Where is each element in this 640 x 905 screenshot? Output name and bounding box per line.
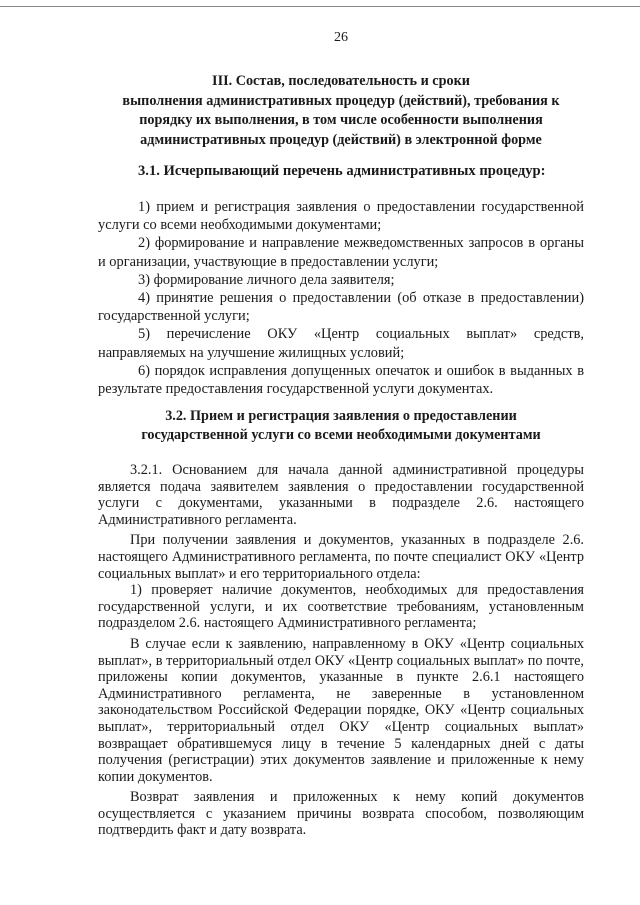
procedures-list — [98, 198, 584, 398]
procedure-item: 6) порядок исправления допущенных опечаток и ошибок в выданных в результате предоставления государственной услуги документах. — [98, 362, 584, 398]
procedure-item: 1) прием и регистрация заявления о предоставлении государственной услуги со всеми необходимыми документами; — [98, 199, 584, 234]
section-title-line: выполнения административных процедур (действий), требования к — [122, 92, 560, 109]
body-paragraph: Возврат заявления и приложенных к нему копий документов осуществляется с указанием причины возврата способом, позволяющим подтвердить факт и дату возврата. — [98, 789, 584, 839]
procedure-item: 5) перечисление ОКУ «Центр социальных выплат» средств, направляемых на улучшение жилищных условий; — [98, 326, 584, 361]
body-paragraph: При получении заявления и документов, указанных в подразделе 2.6. настоящего Административного регламента, по почте специалист ОКУ «Центр социальных выплат» и его территориального отдела: — [98, 532, 584, 582]
procedure-item: 2) формирование и направление межведомственных запросов в органы и организации, участвующие в предоставлении услуги; — [98, 235, 584, 270]
procedure-item: 4) принятие решения о предоставлении (об отказе в предоставлении) государственной услуги; — [98, 290, 584, 325]
section-title — [98, 72, 584, 150]
subsection-3-2-body — [98, 462, 584, 839]
page-number: 26 — [334, 30, 348, 45]
subsection-3-1-heading: 3.1. Исчерпывающий перечень административных процедур: — [138, 163, 546, 179]
subsection-3-2-heading — [98, 407, 584, 445]
section-title-line: III. Состав, последовательность и сроки — [212, 73, 470, 89]
section-title-line: порядку их выполнения, в том числе особенности выполнения — [139, 112, 543, 128]
body-paragraph: 3.2.1. Основанием для начала данной административной процедуры является подача заявителем заявления о предоставлении государственной услуги с документами, указанными в подразделе 2.6. настоящего Административного регламента. — [98, 462, 584, 528]
scan-edge-line — [0, 6, 640, 7]
section-title-line: административных процедур (действий) в электронной форме — [140, 131, 542, 148]
subsection-3-2-heading-line: государственной услуги со всеми необходимыми документами — [141, 427, 541, 443]
body-paragraph: 1) проверяет наличие документов, необходимых для предоставления государственной услуги, и их соответствие требованиям, установленным подразделом 2.6. настоящего Административного регламента; — [98, 582, 584, 632]
procedure-item: 3) формирование личного дела заявителя; — [138, 271, 395, 288]
body-paragraph: В случае если к заявлению, направленному в ОКУ «Центр социальных выплат», в территориальный отдел ОКУ «Центр социальных выплат» по почте, приложены копии документов, указанные в пункте 2.6.1 настоящего Административного регламента, не заверенные в установленном законодательством Российской Федерации порядке, ОКУ «Центр социальных выплат», территориальный отдел ОКУ «Центр социальных выплат» возвращает обратившемуся лицу в течение 5 календарных дней с даты получения (регистрации) этих документов заявление и приложенные к нему копии документов. — [98, 635, 584, 785]
subsection-3-2-heading-line: 3.2. Прием и регистрация заявления о предоставлении — [165, 408, 517, 424]
